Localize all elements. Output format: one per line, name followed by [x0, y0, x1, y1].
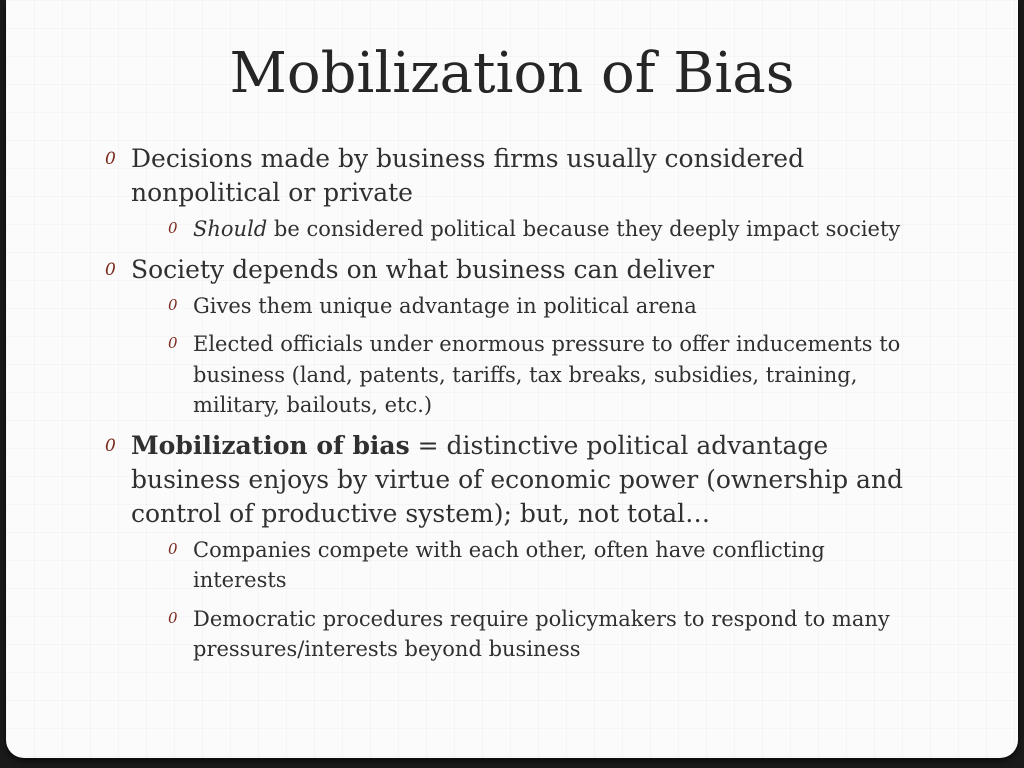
bullet-item	[105, 429, 905, 665]
sub-bullet-list	[131, 291, 905, 421]
bullet-list	[105, 142, 905, 673]
bullet-marker: 0	[168, 334, 178, 352]
bullet-text: Decisions made by business firms usually considered nonpolitical or private	[131, 144, 805, 207]
sub-bullet-text: Democratic procedures require policymakers to respond to many pressures/interests beyond business	[193, 606, 890, 661]
bullet-item	[105, 142, 905, 245]
sub-bullet-item	[168, 329, 905, 421]
bullet-marker: 0	[105, 435, 116, 456]
bullet-marker: 0	[105, 149, 116, 169]
sub-bullet-text: Gives them unique advantage in political arena	[193, 293, 697, 318]
bullet-marker: 0	[105, 259, 116, 280]
bullet-marker: 0	[168, 608, 178, 627]
emphasis-text: Should	[193, 217, 268, 241]
sub-bullet-item	[168, 604, 905, 665]
bullet-text: Society depends on what business can deliver	[131, 254, 715, 284]
slide-title: Mobilization of Bias	[229, 41, 795, 106]
sub-bullet-item	[168, 291, 905, 322]
sub-bullet-text: be considered political because they deeply impact society	[267, 217, 901, 241]
bullet-text: = distinctive political advantage business enjoys by virtue of economic power (ownership and control of productive system); but, not total…	[131, 430, 904, 528]
bullet-marker: 0	[168, 539, 178, 558]
bullet-marker: 0	[168, 295, 178, 314]
sub-bullet-list	[131, 535, 905, 665]
sub-bullet-item	[168, 535, 905, 596]
sub-bullet-text: Elected officials under enormous pressure to offer inducements to business (land, patents, tariffs, tax breaks, subsidies, training, military, bailouts, etc.)	[193, 332, 901, 417]
bullet-marker: 0	[168, 219, 178, 237]
sub-bullet-list	[131, 214, 905, 245]
bold-term: Mobilization of bias	[131, 430, 410, 460]
sub-bullet-text: Companies compete with each other, often have conflicting interests	[193, 537, 825, 592]
bullet-item	[105, 253, 905, 421]
sub-bullet-item	[168, 214, 905, 245]
